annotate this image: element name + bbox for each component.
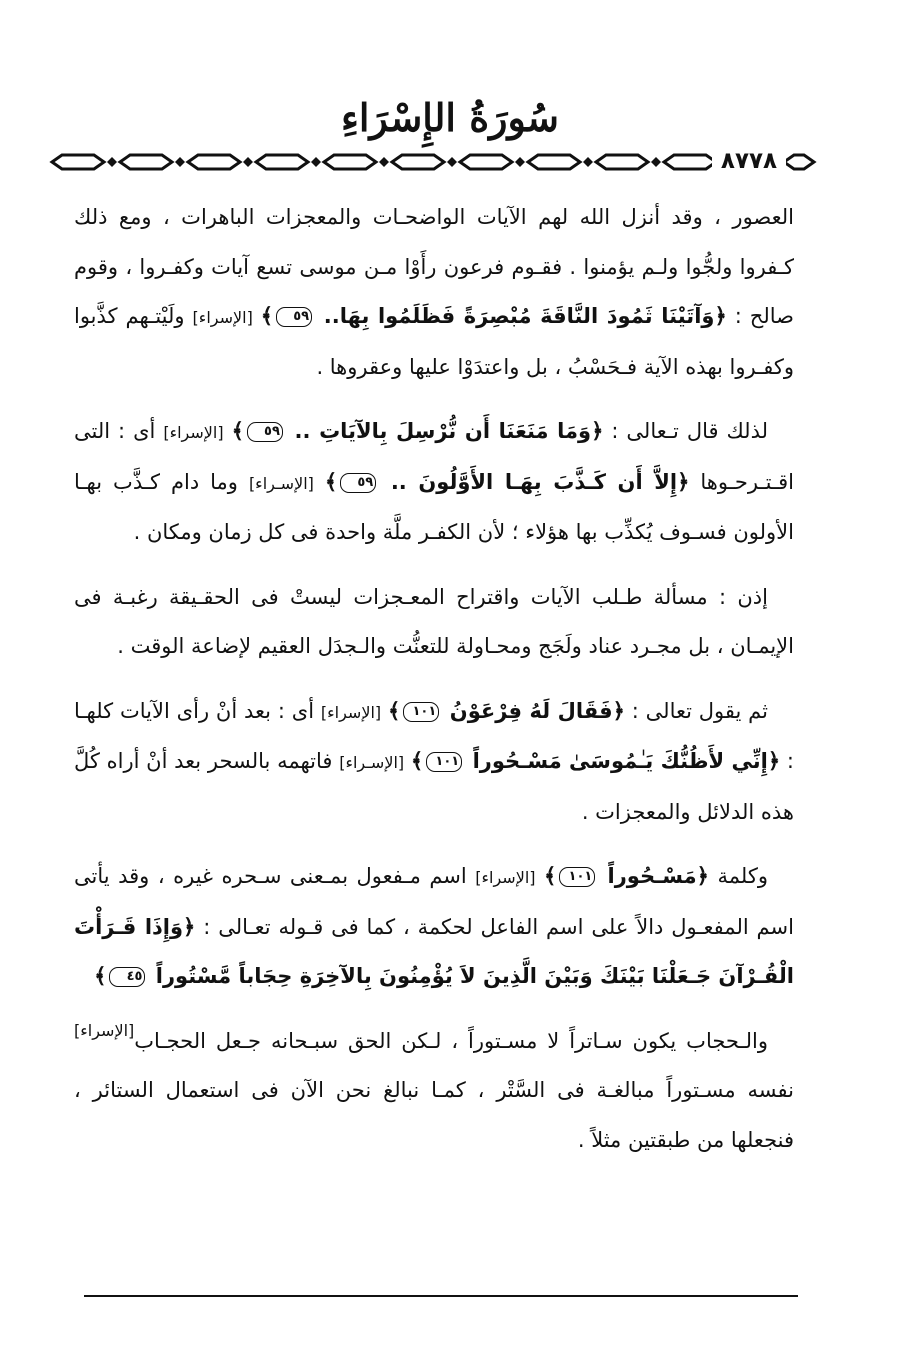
verse-text: مَسْـحُوراً xyxy=(607,864,697,888)
text-run: ولَيْتـهم كذَّبوا وكفـروا بهذه الآية فـحَسْبُ ، بل واعتدَوْا عليها وعقروها . xyxy=(74,304,794,379)
verse-open-bracket: ﴿ xyxy=(696,864,709,888)
surah-reference: [الإسراء] xyxy=(163,423,224,442)
text-run: اسم مـفعول بمـعنى سـحره غيره ، وقد يأتى اسم المفعـول دالاً على اسم الفاعل لحكمة ، كما فى قـوله تعـالى : xyxy=(74,864,794,939)
verse-text: وَإِذَا قَـرَأْتَ الْقُـرْآنَ جَـعَلْنَا بَيْنَكَ وَبَيْنَ الَّذِينَ لاَ يُؤْمِنُونَ بِالآخِرَةِ حِجَاباً مَّسْتُوراً xyxy=(74,914,794,988)
text-run: لذلك قال تـعالى : xyxy=(611,419,768,443)
paragraph-3 xyxy=(74,573,794,672)
surah-reference: [الإسراء] xyxy=(192,308,253,327)
verse-text: إِنِّي لأَظُنُّكَ يَـٰمُوسَىٰ مَسْـحُوراً xyxy=(472,749,768,773)
verse-close-bracket: ﴾ xyxy=(231,419,244,443)
text-run: العصور ، وقد أنزل الله لهم الآيات الواضحـات والمعجزات الباهرات ، ومع ذلك كـفروا ولجُّوا ولـم يؤمنوا . فقـوم فرعون رأَوْا مـن موسى تسع آيات وكفـروا ، وقوم صالح : xyxy=(74,205,794,328)
verse-close-bracket: ﴾ xyxy=(94,964,107,988)
verse-close-bracket: ﴾ xyxy=(388,698,401,723)
paragraph-5 xyxy=(74,852,794,1040)
verse-close-bracket: ﴾ xyxy=(260,304,274,328)
quran-verse xyxy=(232,419,604,443)
ayah-number-badge: ٥٩ xyxy=(276,307,312,327)
quran-verse xyxy=(325,470,690,494)
decorative-header-rule xyxy=(48,147,818,177)
quran-verse xyxy=(411,749,780,773)
paragraph-4 xyxy=(74,687,794,838)
verse-text: فَقَالَ لَهُ فِرْعَوْنُ xyxy=(449,698,613,723)
quran-verse xyxy=(261,304,727,328)
footer-rule xyxy=(84,1295,798,1297)
text-run: فاتهمه بالسحر بعد أنْ أراه كُلَّ هذه الدلائل والمعجزات . xyxy=(74,749,794,824)
verse-close-bracket: ﴾ xyxy=(324,469,338,494)
surah-reference: [الإسراء] xyxy=(74,1020,135,1040)
ayah-number-badge: ١٠١ xyxy=(426,752,462,772)
verse-text: وَآتَيْنَا ثَمُودَ النَّاقَةَ مُبْصِرَةً فَظَلَمُوا بِهَا.. xyxy=(323,304,715,328)
paragraph-1 xyxy=(74,193,794,392)
surah-reference: [الإسـراء] xyxy=(339,753,405,772)
text-run: والـحجاب يكون سـاتراً لا مسـتوراً ، لـكن الحق سبـحانه جـعل الحجـاب نفسه مسـتوراً مبالغـة فى السَّتْر ، كمـا نبالغ نحن الآن فى استعمال الستائر ، فنجعلها من طبقتين مثلاً . xyxy=(74,1028,794,1152)
text-run: وكلمة xyxy=(717,864,768,888)
verse-open-bracket: ﴿ xyxy=(714,304,727,328)
page-number: ٨٧٧٨ xyxy=(712,146,786,176)
ayah-number-badge: ١٠١ xyxy=(559,867,595,887)
text-run: أى : التى اقـتـرحـوها xyxy=(74,419,794,494)
ayah-number-badge: ٤٥ xyxy=(109,967,145,987)
ayah-number-badge: ٥٩ xyxy=(340,473,376,493)
surah-title: سُورَةُ الإِسْرَاءِ xyxy=(341,95,559,140)
text-run: ثم يقول تعالى : xyxy=(631,698,769,723)
verse-text: وَمَا مَنَعَنَا أَن نُّرْسِلَ بِالآيَاتِ .. xyxy=(294,419,592,443)
verse-text: إِلاَّ أَن كَـذَّبَ بِهَـا الأَوَّلُونَ .. xyxy=(390,469,678,494)
paragraph-6 xyxy=(74,1017,794,1166)
verse-open-bracket: ﴿ xyxy=(591,419,604,443)
text-run: إذن : مسألة طـلب الآيات واقتراح المعـجزات ليستْ فى الحقـيقة رغبـة فى الإيمـان ، بل مجـرد عناد ولَجَج ومحـاولة للتعنُّت والـجدَل العقيم لإضاعة الوقت . xyxy=(74,584,794,658)
verse-close-bracket: ﴾ xyxy=(410,749,424,773)
body-text xyxy=(74,193,794,1180)
verse-open-bracket: ﴿ xyxy=(677,469,690,494)
verse-open-bracket: ﴿ xyxy=(612,698,625,723)
text-run: أى : بعد أنْ رأى الآيات كلهـا : xyxy=(74,698,794,773)
verse-open-bracket: ﴿ xyxy=(183,914,196,939)
ayah-number-badge: ١٠١ xyxy=(403,702,439,722)
text-run: وما دام كـذَّب بهـا الأولون فسـوف يُكذِّب بها هؤلاء ؛ لأن الكفـر ملَّة واحدة فى كل زمان ومكان . xyxy=(74,469,794,544)
surah-reference: [الإسراء] xyxy=(320,702,382,722)
paragraph-2 xyxy=(74,407,794,558)
surah-reference: [الإسـراء] xyxy=(248,473,314,493)
quran-verse xyxy=(544,864,709,888)
verse-close-bracket: ﴾ xyxy=(544,864,557,888)
surah-reference: [الإسراء] xyxy=(475,868,536,887)
verse-open-bracket: ﴿ xyxy=(767,749,781,773)
ayah-number-badge: ٥٩ xyxy=(247,422,283,442)
quran-verse xyxy=(388,699,625,723)
